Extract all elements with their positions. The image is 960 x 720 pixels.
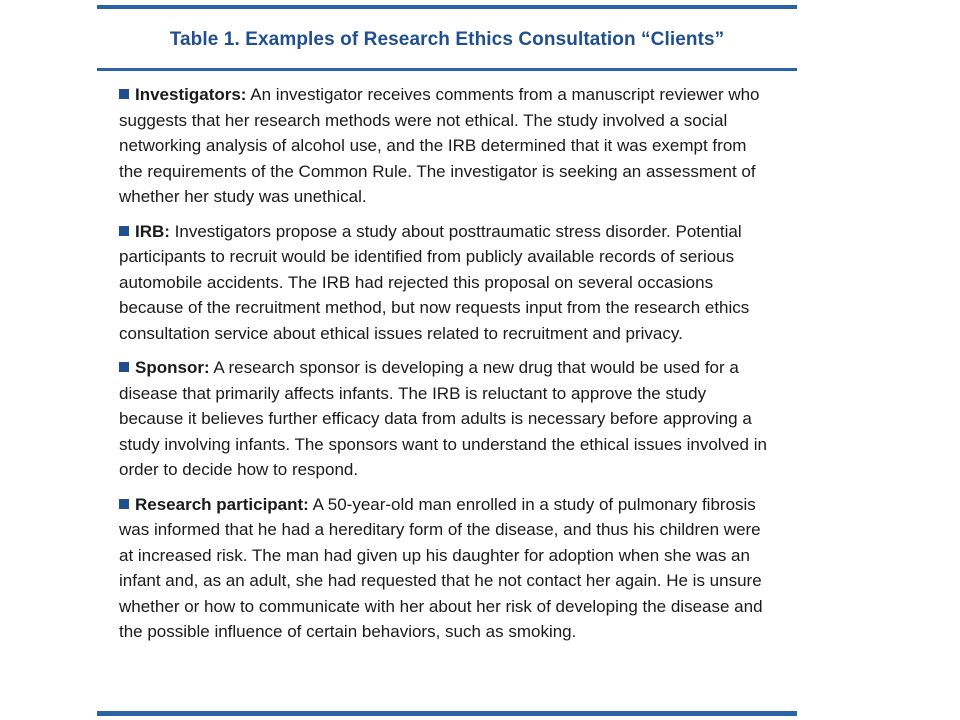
entry-term: Sponsor:	[135, 358, 210, 377]
square-bullet-icon	[119, 226, 129, 236]
entry-text: A 50-year-old man enrolled in a study of pulmonary fibrosis was informed that he had a hereditary form of the disease, and thus his children were at increased risk. The man had given up his daughter for adoption when she was an infant and, as an adult, she had requested that he not contact her again. He is unsure whether or how to communicate with her about her risk of developing the disease and the possible influence of certain behaviors, such as smoking.	[119, 494, 763, 641]
table-header-rule	[97, 68, 797, 71]
table-top-rule	[97, 5, 797, 9]
table-bottom-rule	[97, 711, 797, 716]
entry-text: An investigator receives comments from a manuscript reviewer who suggests that her research methods were not ethical. The study involved a social networking analysis of alcohol use, and the IRB determined that it was exempt from the requirements of the Common Rule. The investigator is seeking an assessment of whether her study was unethical.	[119, 85, 760, 206]
entry-text: A research sponsor is developing a new drug that would be used for a disease that primarily affects infants. The IRB is reluctant to approve the study because it believes further efficacy data from adults is necessary before approving a study involving infants. The sponsors want to understand the ethical issues involved in order to decide how to respond.	[119, 358, 767, 479]
table-entries	[119, 82, 769, 654]
square-bullet-icon	[119, 89, 129, 99]
entry-term: Research participant:	[135, 494, 309, 514]
square-bullet-icon	[119, 499, 129, 509]
table-caption: Table 1. Examples of Research Ethics Consultation “Clients”	[169, 29, 725, 50]
entry-sponsor	[119, 355, 769, 483]
entry-text: Investigators propose a study about posttraumatic stress disorder. Potential participants to recruit would be identified from publicly available records of serious automobile accidents. The IRB had rejected this proposal on several occasions because of the recruitment method, but now requests input from the research ethics consultation service about ethical issues related to recruitment and privacy.	[119, 221, 750, 343]
ethics-consultation-table	[97, 5, 797, 718]
entry-term: Investigators:	[135, 85, 247, 104]
square-bullet-icon	[119, 362, 129, 372]
entry-investigators	[119, 82, 769, 210]
entry-research-participant	[119, 492, 769, 645]
entry-irb	[119, 219, 769, 347]
entry-term: IRB:	[135, 221, 170, 241]
